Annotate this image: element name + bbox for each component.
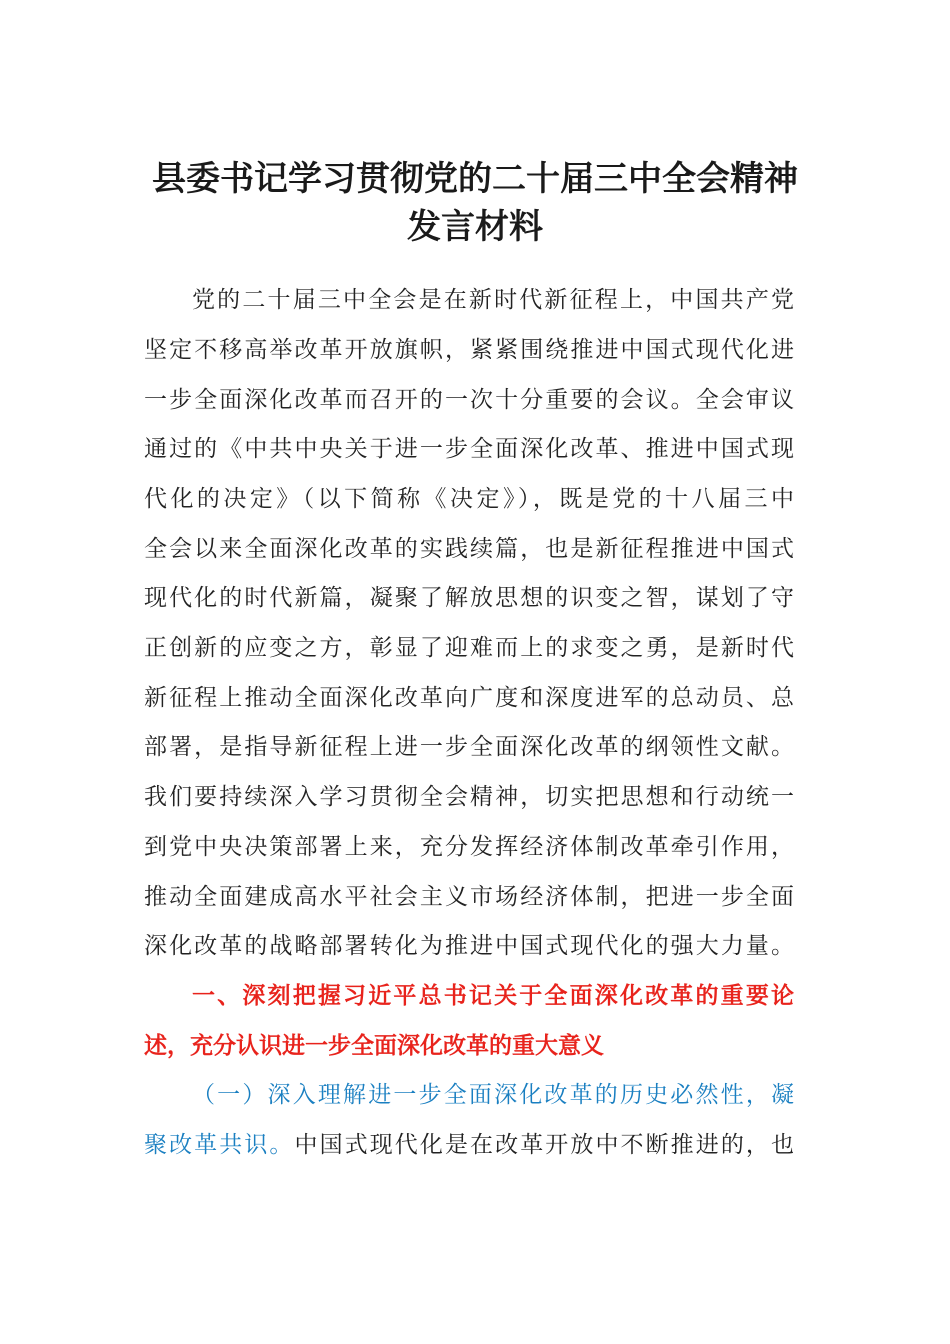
paragraph-line: 新征程上推动全面深化改革向广度和深度进军的总动员、总 [144, 685, 794, 711]
paragraph-line: 部署，是指导新征程上进一步全面深化改革的纲领性文献。 [144, 734, 794, 760]
section-heading-line-2: 述，充分认识进一步全面深化改革的重大意义 [144, 1033, 604, 1059]
paragraph-line: 深化改革的战略部署转化为推进中国式现代化的强大力量。 [144, 933, 794, 959]
paragraph-line: 推动全面建成高水平社会主义市场经济体制，把进一步全面 [144, 884, 794, 910]
paragraph-line: 党的二十届三中全会是在新时代新征程上，中国共产党 [192, 287, 794, 313]
document-title-line-1: 县委书记学习贯彻党的二十届三中全会精神 [152, 159, 798, 199]
paragraph-line: 全会以来全面深化改革的实践续篇，也是新征程推进中国式 [144, 536, 794, 562]
section-heading-line-1: 一、深刻把握习近平总书记关于全面深化改革的重要论 [192, 983, 794, 1009]
paragraph-line: 正创新的应变之方，彰显了迎难而上的求变之勇，是新时代 [144, 635, 794, 661]
document-title-line-2: 发言材料 [407, 207, 543, 247]
subsection-heading-line-2 [144, 1120, 794, 1170]
subsection-heading-tail: 聚改革共识。 [144, 1132, 295, 1158]
paragraph-line: 我们要持续深入学习贯彻全会精神，切实把思想和行动统一 [144, 784, 794, 810]
paragraph-line: 通过的《中共中央关于进一步全面深化改革、推进中国式现 [144, 436, 794, 462]
paragraph-line: 现代化的时代新篇，凝聚了解放思想的识变之智，谋划了守 [144, 585, 794, 611]
paragraph-line: 到党中央决策部署上来，充分发挥经济体制改革牵引作用， [144, 834, 794, 860]
paragraph-line: 一步全面深化改革而召开的一次十分重要的会议。全会审议 [144, 387, 794, 413]
subsection-body-text: 中国式现代化是在改革开放中不断推进的，也 [294, 1132, 795, 1158]
paragraph-line: 代化的决定》（以下简称《决定》），既是党的十八届三中 [144, 486, 794, 512]
subsection-heading-line-1: （一）深入理解进一步全面深化改革的历史必然性，凝 [192, 1082, 794, 1108]
paragraph-line: 坚定不移高举改革开放旗帜，紧紧围绕推进中国式现代化进 [144, 337, 794, 363]
